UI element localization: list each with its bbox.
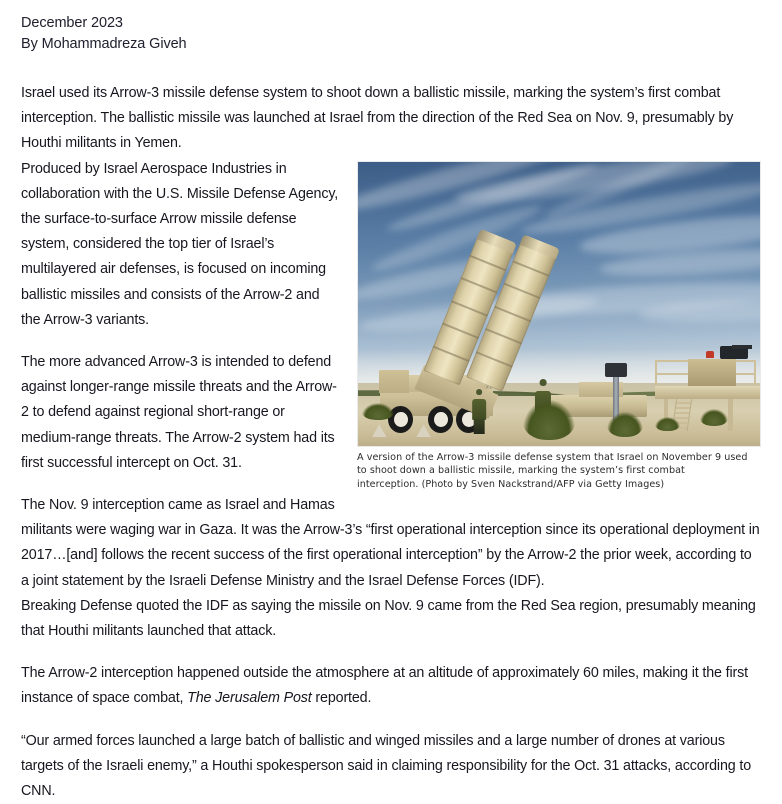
canister-band <box>442 323 479 339</box>
paragraph-interception: The Nov. 9 interception came as Israel and Hamas militants were waging war in Gaza. It was the Arrow-3’s “first operational interception since its operational deployment in 2017…[and] follows the recent success of the first operational interception” by the Arrow-2 the prior week, according to a joint statement by the Israeli Defense Ministry and the Israel Defense Forces (IDF). <box>21 497 760 589</box>
arrow-3-missile-launcher-photo <box>357 161 761 447</box>
figure-caption: A version of the Arrow-3 missile defense system that Israel on November 9 used to shoot down a ballistic missile, marking the system’s first combat interception. (Photo by Sven Nackstrand/AFP via Getty Images) <box>357 451 748 490</box>
space-combat-text-before: The Arrow-2 interception happened outside the atmosphere at an altitude of approximately 60 miles, making it the first instance of space combat, <box>21 665 748 707</box>
elevated-platform-deck <box>655 386 760 399</box>
soldier-figure <box>473 389 487 434</box>
canister-band <box>495 306 532 322</box>
publication-date: December 2023 <box>21 15 123 31</box>
paragraph-variants: The more advanced Arrow-3 is intended to defend against longer-range missile threats and the Arrow-2 to defend against regional short-range or medium-range threats. The Arrow-2 system had its first successful intercept on Oct. 31. <box>21 354 337 471</box>
canister-band <box>485 329 522 345</box>
jerusalem-post-citation: The Jerusalem Post <box>187 690 312 707</box>
paragraph-production: Produced by Israel Aerospace Industries in collaboration with the U.S. Missile Defense Agency, the surface-to-surface Arrow missile defense system, considered the top tier of Israel’s multilayered air defenses, is focused on incoming ballistic missiles and consists of the Arrow-2 and the Arrow-3 variants. <box>21 160 339 328</box>
space-combat-text-after: reported. <box>311 690 372 707</box>
platform-equipment-cabinet <box>688 359 736 386</box>
paragraph-lead: Israel used its Arrow-3 missile defense system to shoot down a ballistic missile, marking the system’s first combat interception. The ballistic missile was launched at Israel from the direction of the Red Sea on Nov. 9, presumably by Houthi militants in Yemen. <box>21 85 734 152</box>
soldier-torso <box>473 399 487 420</box>
desert-bush <box>607 412 643 438</box>
canister-band <box>513 260 550 276</box>
byline <box>21 13 761 55</box>
red-beacon-light <box>706 351 714 358</box>
soldier-legs <box>474 419 485 434</box>
canister-band <box>476 351 513 367</box>
canister-band <box>470 255 507 271</box>
canister-band <box>461 277 498 293</box>
platform-leg <box>728 397 733 431</box>
desert-bush <box>362 403 394 420</box>
author-name: By Mohammadreza Giveh <box>21 36 187 52</box>
paragraph-space-combat <box>21 661 761 711</box>
desert-bush <box>655 417 679 431</box>
desert-bush <box>523 400 575 440</box>
launcher-truck-cab <box>379 370 409 393</box>
paragraph-breaking-defense: Breaking Defense quoted the IDF as saying the missile on Nov. 9 came from the Red Sea region, presumably meaning that Houthi militants launched that attack. <box>21 597 756 640</box>
paragraph-houthi-statement: “Our armed forces launched a large batch of ballistic and winged missiles and a large number of drones at various targets of the Israeli enemy,” a Houthi spokesperson said in claiming responsibility for the Oct. 31 attacks, according to CNN. <box>21 732 752 800</box>
desert-bush <box>700 409 728 426</box>
camera-head <box>605 363 627 377</box>
canister-band <box>504 283 541 299</box>
soldier-helmet <box>477 389 483 395</box>
truck-wheel <box>428 406 453 433</box>
article-figure <box>357 161 761 492</box>
antenna-arm <box>732 345 752 349</box>
canister-band <box>452 300 489 316</box>
canister-band <box>433 346 470 362</box>
soldier-helmet <box>540 379 547 386</box>
